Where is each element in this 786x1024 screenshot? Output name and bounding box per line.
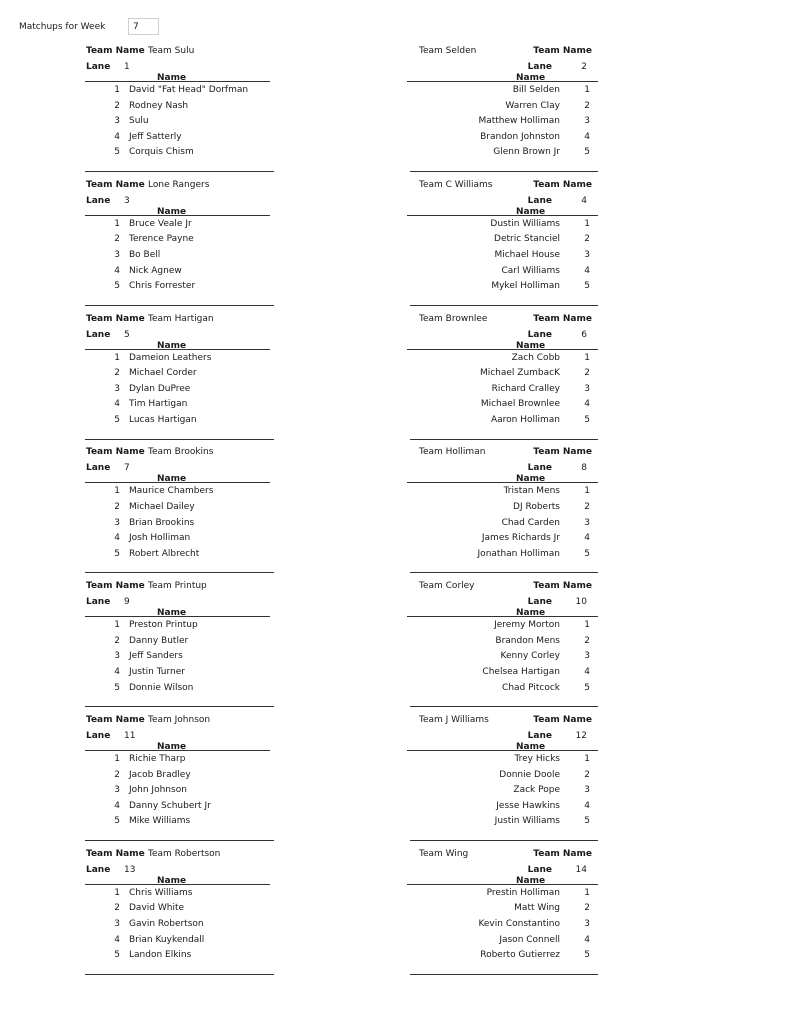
left-lane-number: 9 [124,597,130,608]
player-number: 3 [114,383,120,394]
name-column-header: Name [157,608,187,619]
left-team-name: Lone Rangers [148,179,210,190]
left-lane-number: 1 [124,62,130,72]
name-column-header: Name [516,742,546,752]
right-team-name: Team C Williams [419,179,493,190]
player-name: Justin Williams [494,816,560,827]
player-number: 2 [584,635,590,646]
player-number: 1 [114,85,120,95]
player-number: 5 [584,682,590,693]
player-name: Gavin Robertson [129,919,204,929]
player-number: 4 [584,800,590,811]
section-divider [410,840,598,841]
player-name: Chelsea Hartigan [482,667,560,677]
lane-label: Lane [86,864,111,875]
player-name: Zach Cobb [511,352,560,363]
lane-label: Lane [527,463,552,474]
name-column-header: Name [157,474,187,485]
player-name: Donnie Wilson [129,682,194,693]
player-number: 2 [584,100,590,111]
player-number: 1 [114,887,120,898]
player-number: 4 [114,399,120,410]
player-name: Tristan Mens [503,486,560,497]
player-number: 2 [114,635,120,646]
player-name: Jeremy Morton [494,620,560,631]
left-lane-number: 3 [124,195,130,206]
player-number: 1 [584,218,590,229]
name-column-header: Name [157,742,187,752]
lane-label: Lane [86,597,111,608]
player-number: 5 [584,548,590,559]
header-divider [85,81,270,82]
team-name-label: Team Name [86,715,145,725]
name-column-header: Name [157,340,187,351]
player-number: 1 [584,620,590,631]
section-divider [85,572,274,573]
player-number: 3 [114,250,120,260]
player-name: Michael Corder [129,368,197,379]
player-name: Bo Bell [129,250,161,260]
player-name: Dameion Leathers [129,352,212,363]
player-name: Danny Butler [129,635,189,646]
player-number: 2 [114,234,120,245]
team-name-label: Team Name [533,581,592,592]
player-number: 3 [114,785,120,796]
player-name: Bruce Veale Jr [129,218,192,229]
player-number: 3 [114,116,120,127]
team-name-label: Team Name [533,313,592,324]
section-divider [85,305,274,306]
team-name-label: Team Name [86,313,145,324]
player-number: 3 [584,250,590,260]
lane-label: Lane [86,62,111,72]
player-number: 3 [584,919,590,929]
player-number: 5 [584,950,590,961]
lane-label: Lane [527,195,552,206]
player-number: 5 [114,281,120,292]
player-number: 5 [114,548,120,559]
player-name: Michael Dailey [129,502,195,512]
player-name: David White [129,903,185,914]
player-name: Brandon Mens [495,635,560,646]
player-number: 5 [584,415,590,425]
player-number: 1 [584,486,590,497]
player-number: 1 [584,754,590,764]
name-column-header: Name [157,206,187,217]
player-number: 4 [114,131,120,142]
right-team-name: Team Holliman [419,447,486,458]
player-name: Justin Turner [129,667,185,677]
team-name-label: Team Name [86,581,145,592]
lane-label: Lane [527,597,552,608]
header-divider [85,349,270,350]
player-name: Tim Hartigan [129,399,188,410]
page-title: Matchups for Week [19,22,106,32]
player-number: 5 [584,281,590,292]
header-divider [407,616,598,617]
name-column-header: Name [157,875,187,886]
player-number: 1 [114,352,120,363]
name-column-header: Name [157,73,187,83]
player-name: Zack Pope [513,785,560,796]
player-number: 4 [114,667,120,677]
player-name: Jeff Satterly [129,131,182,142]
player-name: Matt Wing [514,903,560,914]
player-name: Jesse Hawkins [496,800,560,811]
player-number: 4 [114,533,120,544]
player-name: Chad Carden [501,517,560,528]
player-number: 1 [584,85,590,95]
player-name: Brian Brookins [129,517,195,528]
player-name: Dustin Williams [490,218,560,229]
player-number: 1 [584,352,590,363]
player-name: Mykel Holliman [491,281,560,292]
player-number: 2 [584,903,590,914]
section-divider [85,439,274,440]
section-divider [410,572,598,573]
player-name: Chad Pitcock [502,682,560,693]
name-column-header: Name [516,608,546,619]
player-number: 5 [584,147,590,158]
player-name: Jason Connell [499,934,560,945]
lane-label: Lane [527,62,552,72]
player-name: Michael ZumbacK [479,368,560,379]
section-divider [85,171,274,172]
right-team-name: Team J Williams [419,715,489,725]
player-number: 4 [584,265,590,276]
player-number: 3 [584,383,590,394]
player-number: 4 [584,667,590,677]
section-divider [410,974,598,975]
player-number: 1 [114,486,120,497]
player-name: Bill Selden [512,85,560,95]
player-name: DJ Roberts [513,502,560,512]
player-number: 2 [584,234,590,245]
player-name: Michael House [494,250,560,260]
right-lane-number: 4 [581,195,587,206]
left-lane-number: 13 [124,864,136,875]
right-lane-number: 14 [575,864,587,875]
player-name: Roberto Gutierrez [480,950,560,961]
lane-label: Lane [527,864,552,875]
player-name: Prestin Holliman [486,887,560,898]
player-name: David "Fat Head" Dorfman [129,85,249,95]
player-name: Glenn Brown Jr [493,147,560,158]
player-name: Rodney Nash [129,100,189,111]
lane-label: Lane [527,329,552,340]
right-lane-number: 8 [581,463,587,474]
player-name: Nick Agnew [129,265,182,276]
player-number: 5 [114,682,120,693]
header-divider [407,81,598,82]
lane-label: Lane [86,195,111,206]
player-number: 5 [114,816,120,827]
player-name: Sulu [129,116,149,127]
player-number: 5 [114,147,120,158]
section-divider [410,439,598,440]
player-number: 3 [584,651,590,662]
right-lane-number: 6 [581,329,587,340]
left-lane-number: 7 [124,463,130,474]
section-divider [85,706,274,707]
right-team-name: Team Selden [419,46,477,56]
player-name: Trey Hicks [514,754,560,764]
section-divider [410,706,598,707]
player-name: Matthew Holliman [478,116,560,127]
player-name: Preston Printup [129,620,198,631]
left-team-name: Team Printup [148,581,207,592]
left-team-name: Team Sulu [148,46,195,56]
right-team-name: Team Wing [419,848,469,859]
header-divider [407,349,598,350]
name-column-header: Name [516,73,546,83]
player-number: 3 [584,785,590,796]
player-number: 1 [114,218,120,229]
player-name: Landon Elkins [129,950,192,961]
player-number: 3 [114,517,120,528]
player-name: Aaron Holliman [490,415,560,425]
name-column-header: Name [516,206,546,217]
header-divider [85,215,270,216]
left-team-name: Team Robertson [148,848,221,859]
player-name: Robert Albrecht [129,548,200,559]
left-lane-number: 11 [124,731,136,741]
team-name-label: Team Name [533,447,592,458]
section-divider [85,840,274,841]
player-number: 5 [584,816,590,827]
player-number: 2 [584,502,590,512]
player-name: James Richards Jr [481,533,560,544]
left-team-name: Team Hartigan [148,313,214,324]
player-name: Mike Williams [129,816,191,827]
player-number: 2 [114,368,120,379]
left-team-name: Team Johnson [148,715,211,725]
player-name: Maurice Chambers [129,486,214,497]
player-number: 3 [114,651,120,662]
section-divider [85,974,274,975]
player-name: Josh Holliman [129,533,191,544]
player-name: Brandon Johnston [480,131,560,142]
header-divider [407,884,598,885]
player-name: Lucas Hartigan [129,415,197,425]
right-lane-number: 12 [575,731,587,741]
player-number: 2 [114,100,120,111]
name-column-header: Name [516,875,546,886]
header-divider [85,616,270,617]
player-number: 1 [114,620,120,631]
player-name: John Johnson [129,785,187,796]
player-number: 4 [114,800,120,811]
left-lane-number: 5 [124,329,130,340]
team-name-label: Team Name [86,179,145,190]
team-name-label: Team Name [86,848,145,859]
player-number: 3 [584,116,590,127]
player-number: 5 [114,950,120,961]
right-lane-number: 2 [581,62,587,72]
name-column-header: Name [516,340,546,351]
lane-label: Lane [86,329,111,340]
right-team-name: Team Corley [419,581,475,592]
player-name: Richie Tharp [129,754,186,764]
lane-label: Lane [527,731,552,741]
header-divider [85,884,270,885]
team-name-label: Team Name [86,46,145,56]
header-divider [85,482,270,483]
player-name: Jeff Sanders [129,651,183,662]
lane-label: Lane [86,731,111,741]
header-divider [407,482,598,483]
player-name: Danny Schubert Jr [129,800,211,811]
player-name: Kevin Constantino [478,919,560,929]
player-name: Chris Williams [129,887,193,898]
player-number: 2 [114,502,120,512]
team-name-label: Team Name [533,848,592,859]
team-name-label: Team Name [533,179,592,190]
player-name: Carl Williams [501,265,560,276]
lane-label: Lane [86,463,111,474]
player-name: Michael Brownlee [480,399,560,410]
header-divider [407,750,598,751]
player-number: 3 [584,517,590,528]
player-name: Brian Kuykendall [129,934,205,945]
player-number: 2 [114,903,120,914]
player-number: 3 [114,919,120,929]
player-name: Kenny Corley [500,651,560,662]
player-number: 5 [114,415,120,425]
left-team-name: Team Brookins [148,447,214,458]
header-divider [407,215,598,216]
section-divider [410,171,598,172]
week-number-field[interactable] [128,18,159,35]
player-name: Chris Forrester [129,281,196,292]
team-name-label: Team Name [86,447,145,458]
name-column-header: Name [516,474,546,485]
player-number: 4 [584,399,590,410]
player-number: 2 [584,769,590,780]
player-number: 4 [584,131,590,142]
right-team-name: Team Brownlee [419,313,488,324]
player-number: 2 [114,769,120,780]
player-number: 2 [584,368,590,379]
player-number: 1 [114,754,120,764]
right-lane-number: 10 [575,597,587,608]
player-number: 1 [584,887,590,898]
player-name: Corquis Chism [129,147,194,158]
player-number: 4 [114,934,120,945]
player-name: Detric Stanciel [494,234,560,245]
player-name: Warren Clay [505,100,560,111]
player-number: 4 [584,533,590,544]
header-divider [85,750,270,751]
player-name: Jonathan Holliman [477,548,560,559]
team-name-label: Team Name [533,46,592,56]
week-number-value: 7 [133,22,139,32]
player-name: Dylan DuPree [129,383,191,394]
team-name-label: Team Name [533,715,592,725]
section-divider [410,305,598,306]
player-name: Donnie Doole [499,769,560,780]
player-number: 4 [114,265,120,276]
player-name: Richard Cralley [491,383,560,394]
player-name: Jacob Bradley [129,769,191,780]
player-name: Terence Payne [129,234,194,245]
player-number: 4 [584,934,590,945]
